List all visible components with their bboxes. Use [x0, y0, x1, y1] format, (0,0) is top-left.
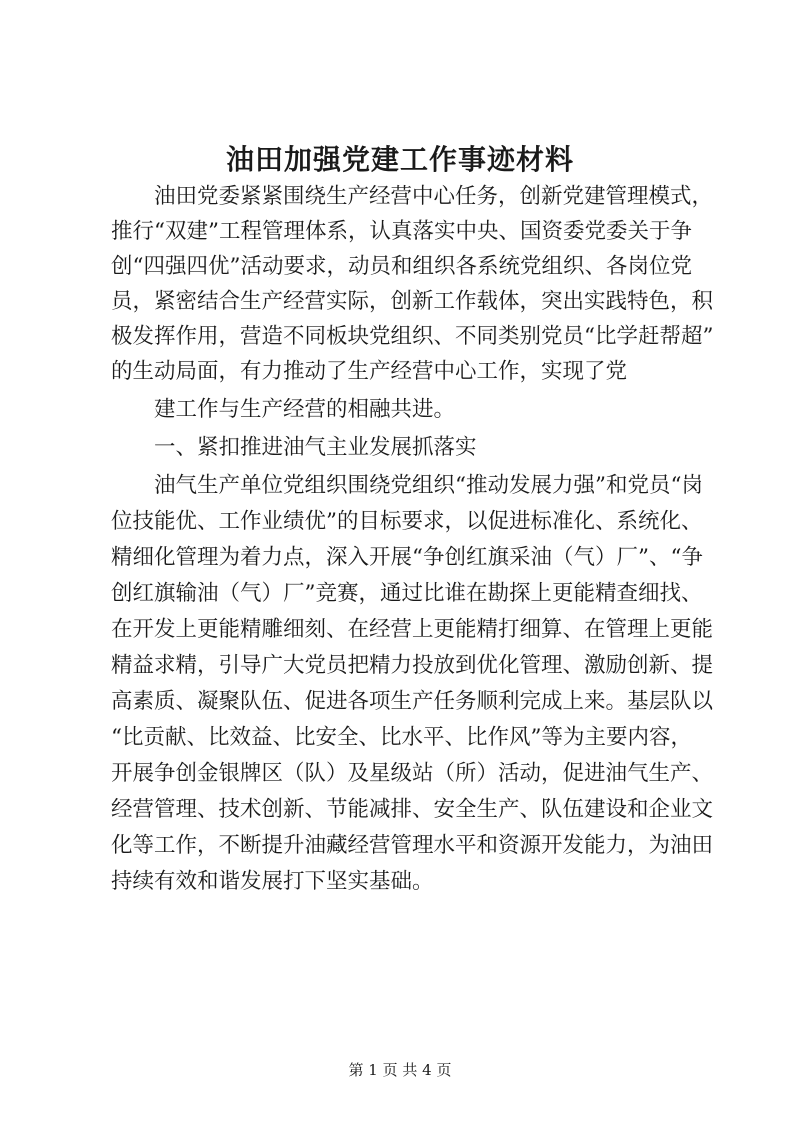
- body-line-18: 经营管理、技术创新、节能减排、安全生产、队伍建设和企业文: [111, 797, 714, 822]
- body-line-1: 油田党委紧紧围绕生产经营中心任务，创新党建管理模式，: [111, 184, 714, 209]
- body-line-16: “比贡献、比效益、比安全、比水平、比作风”等为主要内容，: [111, 725, 692, 750]
- body-line-7: 建工作与生产经营的相融共进。: [111, 397, 456, 422]
- body-line-4: 员，紧密结合生产经营实际，创新工作载体，突出实践特色，积: [111, 289, 714, 314]
- body-line-12: 创红旗输油（气）厂”竞赛，通过比谁在勘探上更能精查细找、: [111, 581, 703, 606]
- body-line-9: 油气生产单位党组织围绕党组织“推动发展力强”和党员“岗: [111, 473, 703, 498]
- body-line-15: 高素质、凝聚队伍、促进各项生产任务顺利完成上来。基层队以: [111, 689, 714, 714]
- body-line-13: 在开发上更能精雕细刻、在经营上更能精打细算、在管理上更能: [111, 617, 714, 642]
- body-line-17: 开展争创金银牌区（队）及星级站（所）活动，促进油气生产、: [111, 761, 714, 786]
- body-line-6: 的生动局面，有力推动了生产经营中心工作，实现了党: [111, 359, 628, 384]
- body-line-11: 精细化管理为着力点，深入开展“争创红旗采油（气）厂”、“争: [111, 545, 703, 570]
- body-line-20: 持续有效和谐发展打下坚实基础。: [111, 869, 434, 894]
- body-line-19: 化等工作，不断提升油藏经营管理水平和资源开发能力，为油田: [111, 833, 714, 858]
- body-line-14: 精益求精，引导广大党员把精力投放到优化管理、激励创新、提: [111, 653, 714, 678]
- body-line-5: 极发挥作用，营造不同板块党组织、不同类别党员“比学赶帮超”: [111, 324, 714, 349]
- body-line-2: 推行“双建”工程管理体系，认真落实中央、国资委党委关于争: [111, 219, 692, 244]
- body-line-10: 位技能优、工作业绩优”的目标要求，以促进标准化、系统化、: [111, 509, 703, 534]
- page-number-footer: 第 1 页 共 4 页: [348, 1061, 452, 1079]
- body-line-3: 创“四强四优”活动要求，动员和组织各系统党组织、各岗位党: [111, 254, 692, 279]
- document-title: 油田加强党建工作事迹材料: [225, 143, 574, 176]
- body-line-8: 一、紧扣推进油气主业发展抓落实: [111, 435, 477, 460]
